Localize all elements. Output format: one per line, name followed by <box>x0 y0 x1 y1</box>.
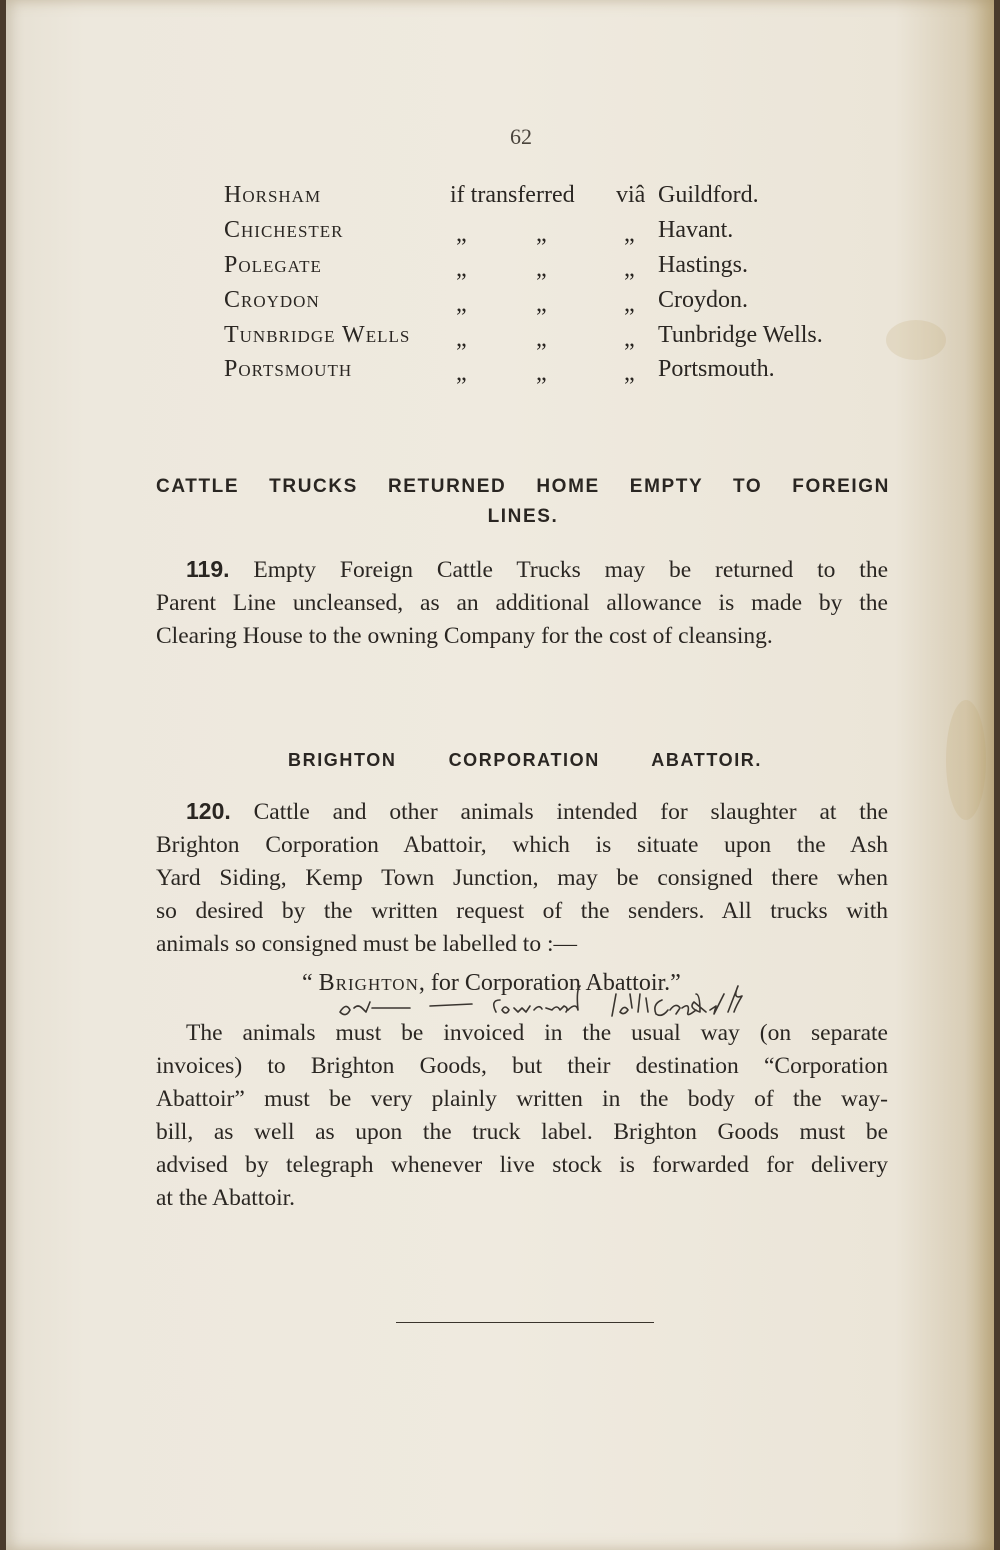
ditto-mark: „ <box>456 326 467 352</box>
paragraph-line: Abattoir” must be very plainly written in the body of the way- <box>156 1086 888 1112</box>
route-station: Croydon. <box>658 287 748 313</box>
ditto-mark: „ <box>536 256 547 282</box>
route-place: Chichester <box>224 217 344 243</box>
paragraph-120-continued <box>156 1017 888 1215</box>
paragraph-line: bill, as well as upon the truck label. Brighton Goods must be <box>156 1119 888 1145</box>
ditto-mark: „ <box>536 291 547 317</box>
ditto-mark: „ <box>536 360 547 386</box>
paragraph-line: advised by telegraph whenever live stock is forwarded for delivery <box>156 1152 888 1178</box>
page-number: 62 <box>510 124 532 149</box>
paragraph-119 <box>156 553 888 653</box>
quote-mark: “ <box>302 970 313 996</box>
ditto-mark: „ <box>456 360 467 386</box>
route-place: Tunbridge Wells <box>224 322 411 348</box>
ditto-mark: „ <box>624 326 635 352</box>
paragraph-120 <box>156 795 888 961</box>
line-text: Cattle and other animals intended for slaughter at the <box>253 799 889 825</box>
route-place: Croydon <box>224 287 320 313</box>
document-page <box>6 0 994 1550</box>
route-station: Guildford. <box>658 182 759 208</box>
ditto-mark: „ <box>624 291 635 317</box>
ditto-mark: „ <box>456 221 467 247</box>
route-station: Tunbridge Wells. <box>658 322 823 348</box>
route-station: Portsmouth. <box>658 356 775 382</box>
route-place: Polegate <box>224 252 322 278</box>
section-heading-continued: LINES. <box>487 506 559 527</box>
ditto-mark: „ <box>536 326 547 352</box>
route-station: Hastings. <box>658 252 748 278</box>
paragraph-line: at the Abattoir. <box>156 1185 296 1211</box>
paragraph-line: Clearing House to the owning Company for the cost of cleansing. <box>156 623 773 649</box>
paragraph-line <box>156 553 888 587</box>
ditto-mark: „ <box>536 221 547 247</box>
paragraph-line <box>156 795 888 829</box>
section-heading: CATTLE TRUCKS RETURNED HOME EMPTY TO FOREIGN <box>156 476 890 497</box>
route-station: Havant. <box>658 217 734 243</box>
section-end-rule <box>396 1322 654 1323</box>
paper-stain <box>886 320 946 360</box>
route-place: Portsmouth <box>224 356 353 382</box>
paragraph-line: animals so consigned must be labelled to :— <box>156 931 577 957</box>
paper-stain <box>946 700 986 820</box>
paragraph-line: Yard Siding, Kemp Town Junction, may be consigned there when <box>156 865 888 891</box>
section-heading: BRIGHTON CORPORATION ABATTOIR. <box>288 750 762 770</box>
ditto-mark: „ <box>624 360 635 386</box>
paragraph-line: Parent Line uncleansed, as an additional allowance is made by the <box>156 590 888 616</box>
paragraph-line: so desired by the written request of the senders. All trucks with <box>156 898 888 924</box>
ditto-mark: „ <box>624 221 635 247</box>
ditto-mark: „ <box>456 291 467 317</box>
paragraph-line: invoices) to Brighton Goods, but their destination “Corporation <box>156 1053 888 1079</box>
paragraph-line: The animals must be invoiced in the usual way (on separate <box>186 1020 888 1046</box>
paragraph-line: Brighton Corporation Abattoir, which is situate upon the Ash <box>156 832 888 858</box>
route-via: viâ <box>616 182 646 208</box>
paragraph-number: 120. <box>186 798 231 824</box>
quote-text: , for Corporation Abattoir.” <box>418 970 681 996</box>
ditto-mark: „ <box>456 256 467 282</box>
ditto-mark: „ <box>624 256 635 282</box>
paragraph-number: 119. <box>186 556 230 582</box>
route-place: Horsham <box>224 182 322 208</box>
route-condition: if transferred <box>450 182 575 208</box>
line-text: Empty Foreign Cattle Trucks may be returned to the <box>253 557 888 583</box>
quote-smallcaps: Brighton <box>318 970 419 996</box>
